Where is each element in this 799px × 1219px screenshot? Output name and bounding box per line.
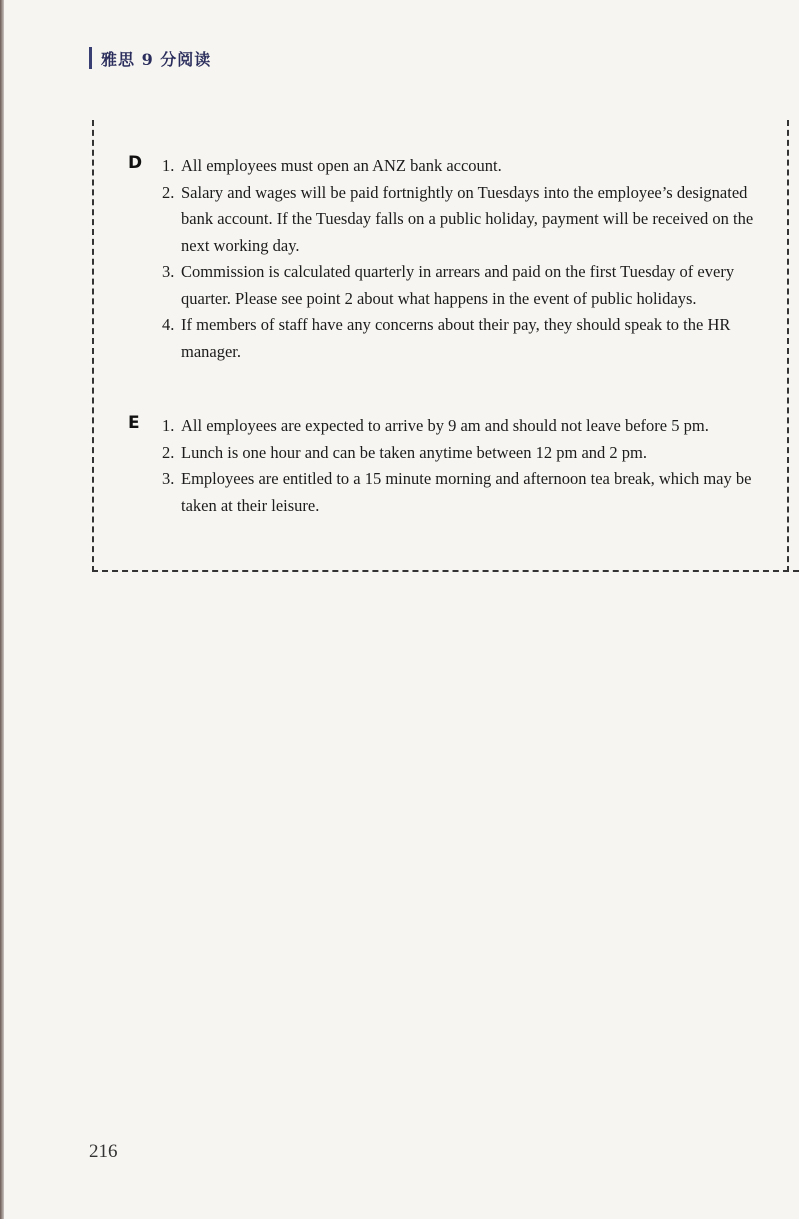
list-item bbox=[162, 153, 758, 180]
item-number: 3. bbox=[162, 262, 175, 281]
item-number: 2. bbox=[162, 442, 175, 462]
item-text: All employees must open an ANZ bank account. bbox=[181, 156, 502, 175]
section-letter: D bbox=[128, 153, 143, 173]
item-text: If members of staff have any concerns about their pay, they should speak to the HR manager. bbox=[181, 315, 731, 361]
item-text: Employees are entitled to a 15 minute morning and afternoon tea break, which may be taken at their leisure. bbox=[181, 469, 752, 515]
list-item bbox=[162, 312, 758, 365]
item-text: Commission is calculated quarterly in arrears and paid on the first Tuesday of every quarter. Please see point 2 about what happens in the event of public holidays. bbox=[181, 262, 735, 308]
dashed-box-right-edge bbox=[787, 120, 789, 572]
section-letter: E bbox=[128, 413, 140, 433]
page-number: 216 bbox=[89, 1141, 118, 1162]
item-number: 1. bbox=[162, 416, 175, 435]
list-item bbox=[162, 413, 758, 440]
page-edge bbox=[0, 0, 4, 1219]
list-item bbox=[162, 180, 758, 260]
item-number: 3. bbox=[162, 469, 175, 488]
list-item bbox=[162, 440, 758, 467]
list-item bbox=[162, 259, 758, 312]
running-header bbox=[89, 46, 211, 70]
list-item bbox=[162, 466, 758, 519]
item-text: All employees are expected to arrive by 9 am and should not leave before 5 pm. bbox=[181, 416, 709, 435]
rules-list bbox=[162, 153, 758, 365]
item-number: 4. bbox=[162, 315, 175, 334]
header-bar bbox=[89, 47, 92, 69]
item-text: Salary and wages will be paid fortnightly on Tuesdays into the employee’s designated bank account. If the Tuesday falls on a public holiday, payment will be received on the next working day. bbox=[181, 182, 754, 255]
rules-list bbox=[162, 413, 758, 519]
item-text: Lunch is one hour and can be taken anytime between 12 pm and 2 pm. bbox=[181, 442, 647, 462]
item-number: 2. bbox=[162, 182, 175, 202]
item-number: 1. bbox=[162, 156, 175, 175]
book-title: 雅思 9 分阅读 bbox=[101, 49, 212, 69]
